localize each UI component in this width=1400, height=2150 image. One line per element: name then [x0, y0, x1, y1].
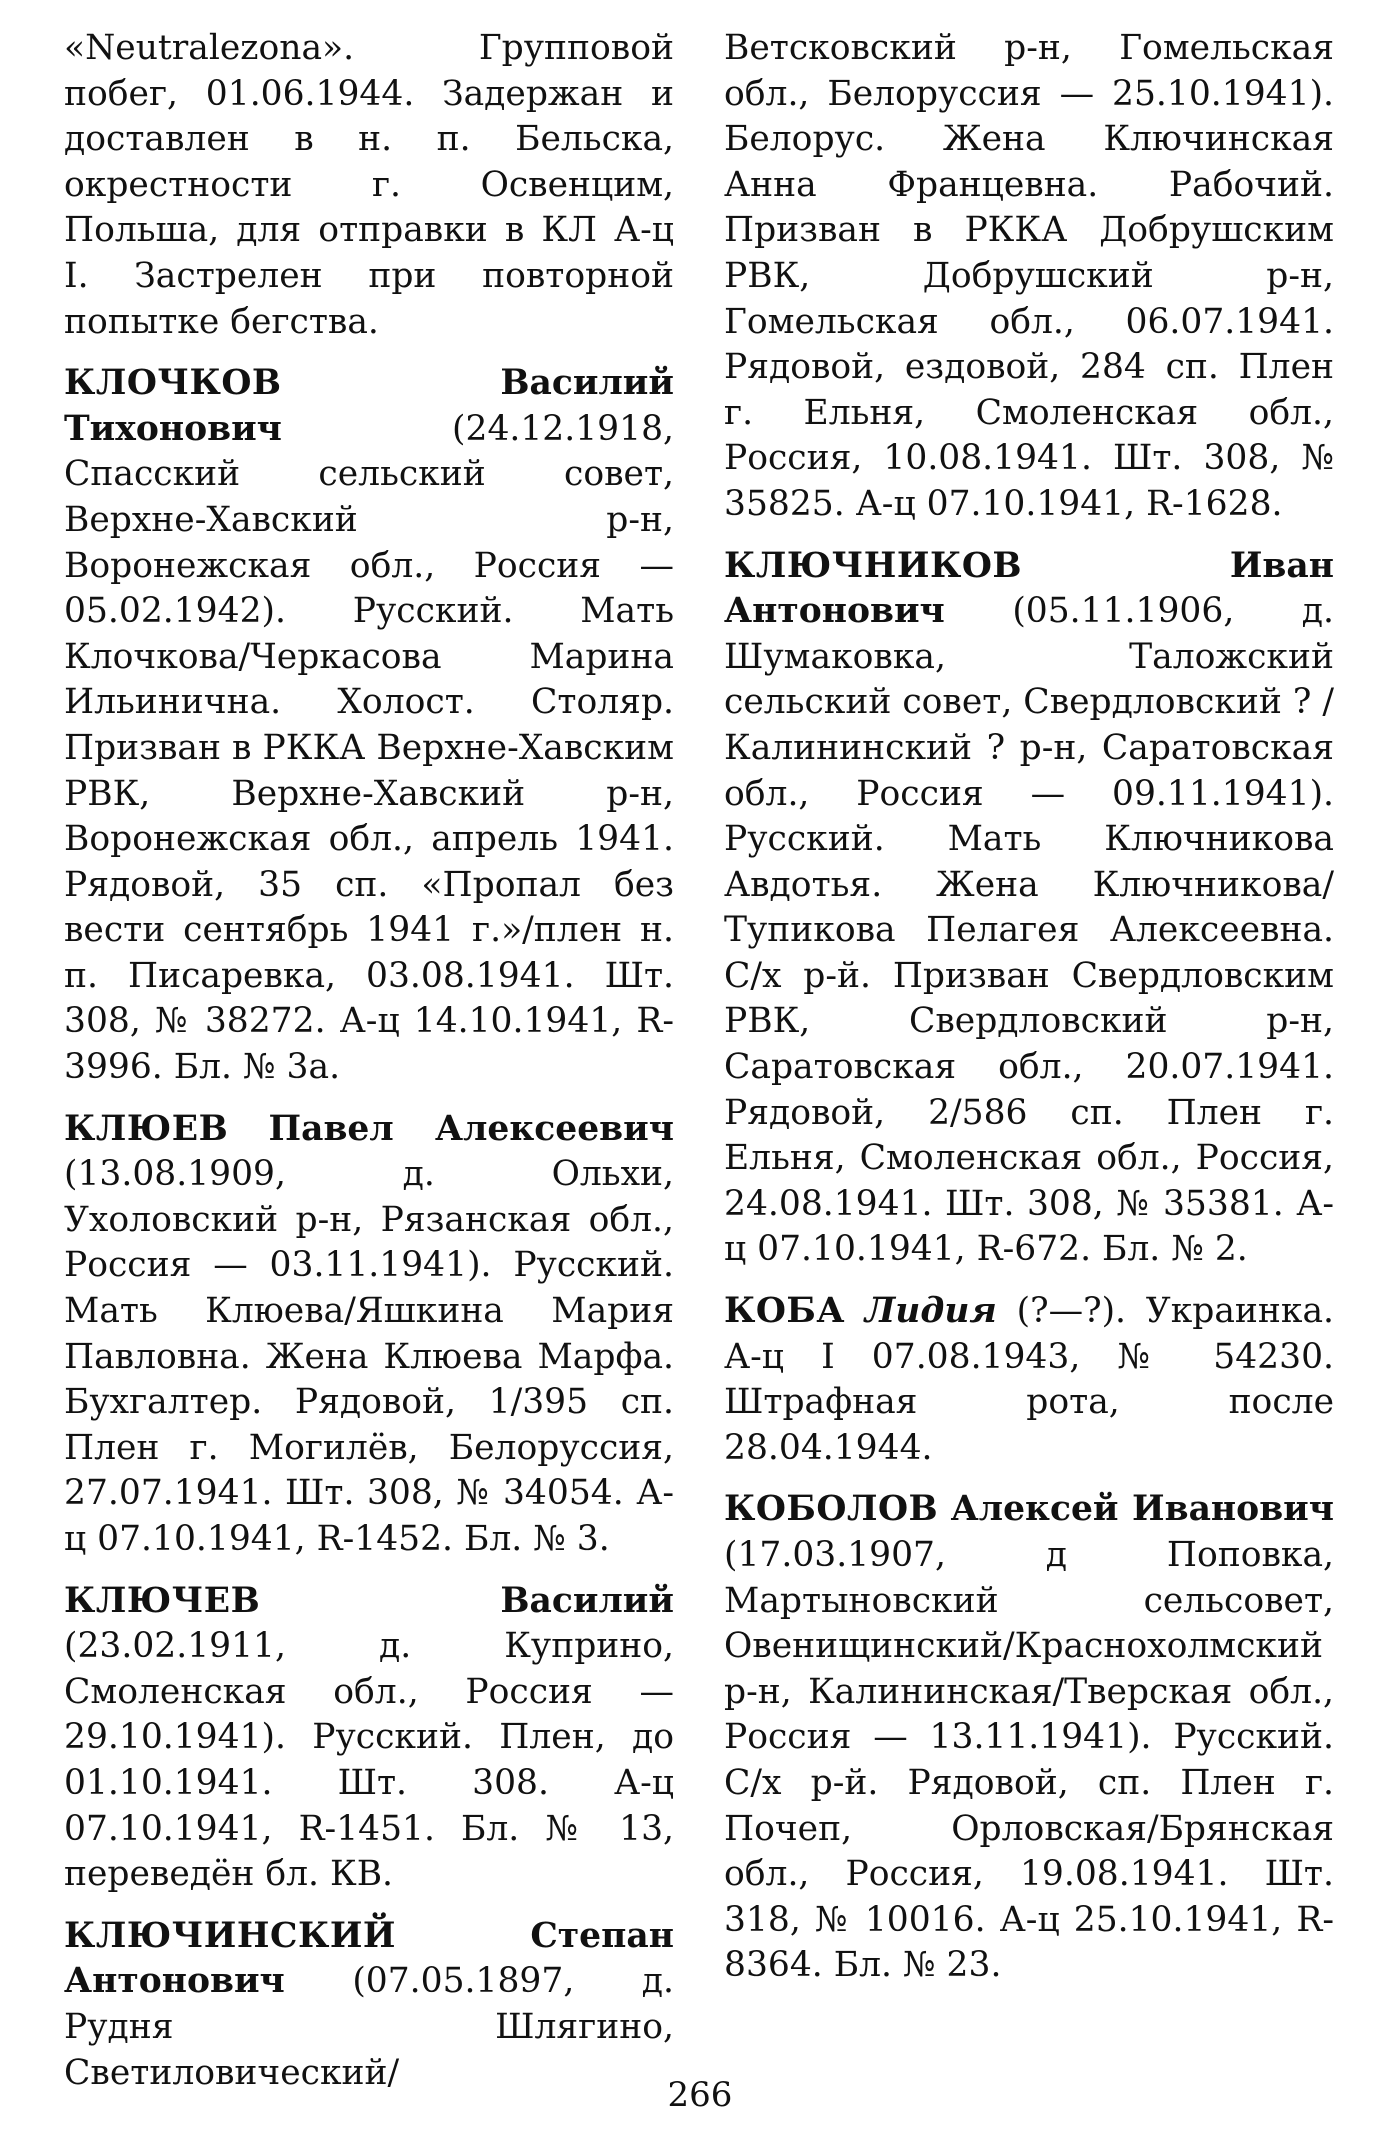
page-number: 266 [667, 2075, 733, 2115]
entry-given-name: Иван Антонович [724, 545, 1334, 632]
entry-text: (24.12.1918, Спасский сельский совет, Верхне-Хавский р-н, Воронежская обл., Россия — 05.02.1942). Русский. Мать Клочкова/Черкасова Марина Ильинична. Холост. Столяр. Призван в РККА Верхне-Хавским РВК, Верхне-Хавский р-н, Воронежская обл., апрель 1941. Рядовой, 35 сп. «Пропал без вести сентябрь 1941 г.»/плен н. п. Писаревка, 03.08.1941. Шт. 308, № 38272. А-ц 14.10.1941, R-3996. Бл. № 3а. [64, 408, 674, 1088]
entry-kluchev [64, 1579, 674, 1898]
entry-given-name: Лидия [864, 1291, 997, 1332]
right-column [724, 26, 1334, 2005]
entry-text: (13.08.1909, д. Ольхи, Ухоловский р-н, Рязанская обл., Россия — 03.11.1941). Русский. Мать Клюева/Яшкина Мария Павловна. Жена Клюева Марфа. Бухгалтер. Рядовой, 1/395 сп. Плен г. Могилёв, Белоруссия, 27.07.1941. Шт. 308, № 34054. А-ц 07.10.1941, R-1452. Бл. № 3. [64, 1154, 674, 1559]
entry-text: (07.05.1897, д. Рудня Шлягино, Светиловический/ [64, 1961, 674, 2093]
entry-koba [724, 1289, 1334, 1471]
entry-surname: КЛЮЕВ [64, 1108, 229, 1149]
continuation-entry [724, 26, 1334, 528]
entry-klochkov [64, 361, 674, 1091]
entry-given-name: Алексей Иванович [950, 1489, 1335, 1530]
entry-text: (17.03.1907, д Поповка, Мартыновский сельсовет, Овенищинский/Краснохолмский р-н, Калининская/Тверская обл., Россия — 13.11.1941). Русский. С/х р-й. Рядовой, сп. Плен г. Почеп, Орловская/Брянская обл., Россия, 19.08.1941. Шт. 318, № 10016. А-ц 25.10.1941, R-8364. Бл. № 23. [724, 1535, 1334, 1986]
entry-text: (23.02.1911, д. Куприно, Смоленская обл., Россия — 29.10.1941). Русский. Плен, до 01.10.1941. Шт. 308. А-ц 07.10.1941, R-1451. Бл. № 13, переведён бл. КВ. [64, 1626, 674, 1895]
left-column [64, 26, 674, 2112]
entry-surname: КЛЮЧИНСКИЙ [64, 1915, 397, 1956]
entry-text: (05.11.1906, д. Шумаковка, Таложский сельский совет, Свердловский ? / Калининский ? р-н, Саратовская обл., Россия — 09.11.1941). Русский. Мать Ключникова Авдотья. Жена Ключникова/Тупикова Пелагея Алексеевна. С/х р-й. Призван Свердловским РВК, Свердловский р-н, Саратовская обл., 20.07.1941. Рядовой, 2/586 сп. Плен г. Ельня, Смоленская обл., Россия, 24.08.1941. Шт. 308, № 35381. А-ц 07.10.1941, R-672. Бл. № 2. [724, 591, 1334, 1270]
entry-kobolov [724, 1487, 1334, 1989]
continuation-entry [64, 26, 674, 345]
entry-surname: КЛЮЧНИКОВ [724, 545, 1023, 586]
entry-given-name: Степан Антонович [64, 1915, 674, 2002]
entry-kluev [64, 1107, 674, 1563]
entry-surname: КОБОЛОВ [724, 1489, 939, 1530]
entry-given-name: Павел Алексеевич [268, 1108, 674, 1149]
entry-surname: КЛЮЧЕВ [64, 1580, 261, 1621]
entry-surname: КОБА [724, 1291, 846, 1332]
entry-given-name: Василий Тихонович [64, 363, 674, 449]
continuation-text: «Neutralezona». Групповой побег, 01.06.1944. Задержан и доставлен в н. п. Бельска, окрестности г. Освенцим, Польша, для отправки в КЛ А-ц I. Застрелен при повторной попытке бегства. [64, 28, 674, 342]
entry-given-name: Василий [500, 1580, 674, 1621]
entry-text: (?—?). Украинка. А-ц I 07.08.1943, № 54230. Штрафная рота, после 28.04.1944. [724, 1291, 1334, 1468]
entry-kluchinsky [64, 1914, 674, 2096]
entry-surname: КЛОЧКОВ [64, 363, 282, 404]
continuation-text: Ветсковский р-н, Гомельская обл., Белоруссия — 25.10.1941). Белорус. Жена Ключинская Анна Францевна. Рабочий. Призван в РККА Добрушским РВК, Добрушский р-н, Гомельская обл., 06.07.1941. Рядовой, ездовой, 284 сп. Плен г. Ельня, Смоленская обл., Россия, 10.08.1941. Шт. 308, № 35825. А-ц 07.10.1941, R-1628. [724, 28, 1334, 524]
entry-kluchnikov [724, 544, 1334, 1274]
